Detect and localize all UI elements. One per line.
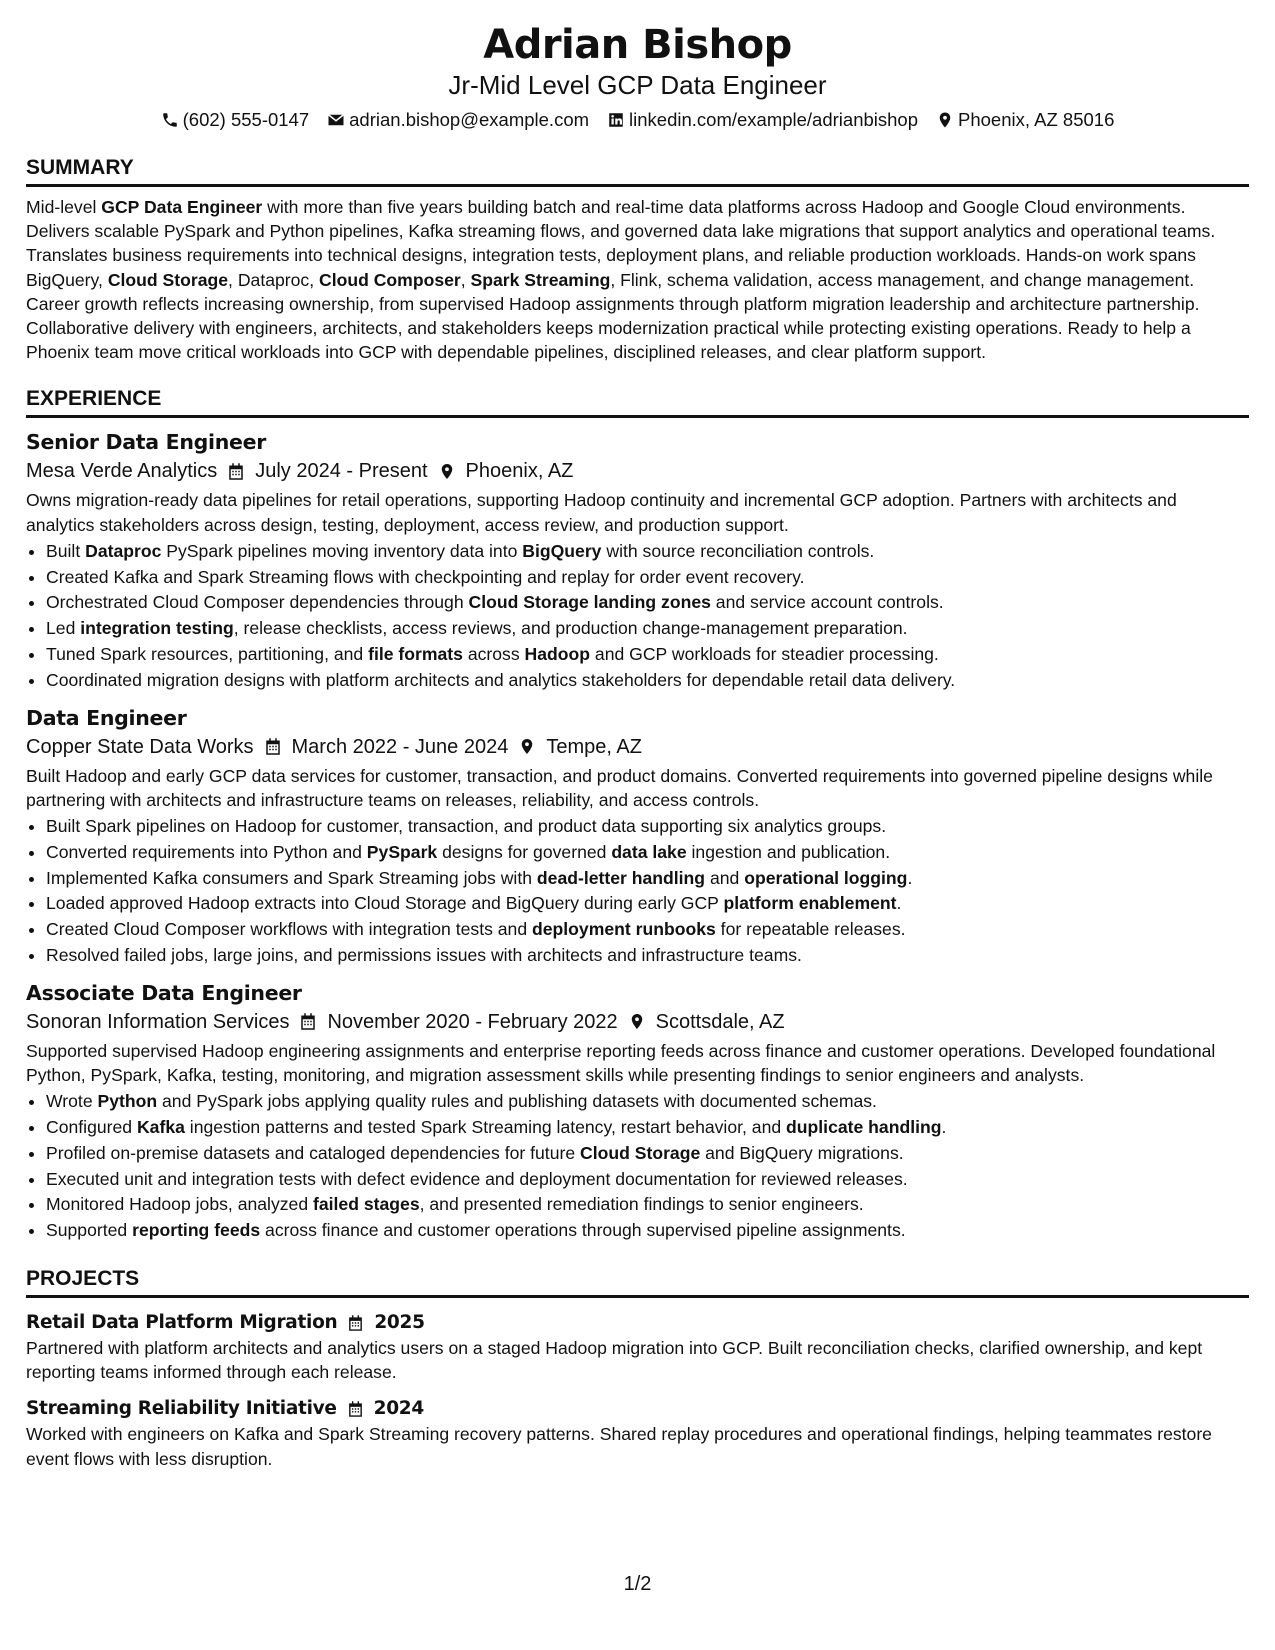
page-number: 1/2 [623, 1573, 652, 1595]
job-location-text: Scottsdale, AZ [655, 1010, 785, 1033]
map-pin-icon [936, 111, 954, 129]
job-company: Mesa Verde Analytics [26, 460, 218, 483]
job-dates [264, 732, 509, 762]
contact-location [936, 107, 1114, 133]
project-header [26, 1310, 1249, 1336]
job-entry [26, 428, 1249, 693]
bullet-item: • Created Kafka and Spark Streaming flows with checkpointing and replay for order event recovery. [46, 565, 1249, 591]
resume-header [26, 22, 1249, 133]
calendar-icon [347, 1314, 364, 1332]
job-bullets [26, 814, 1249, 969]
job-summary: Supported supervised Hadoop engineering assignments and enterprise reporting feeds across finance and customer operations. Developed foundational Python, PySpark, Kafka, testing, monitoring, and migration assessment skills while presenting findings to senior engineers and analysts. [26, 1040, 1216, 1085]
linkedin-link[interactable]: linkedin.com/example/adrianbishop [629, 109, 919, 130]
contact-phone [161, 107, 310, 133]
job-location-text: Tempe, AZ [546, 735, 642, 758]
job-dates-text: November 2020 - February 2022 [327, 1010, 618, 1033]
project-year: 2025 [374, 1311, 425, 1333]
bullet-item: • Executed unit and integration tests with defect evidence and deployment documentation for reviewed releases. [46, 1167, 1249, 1193]
bullet-item: • Coordinated migration designs with platform architects and analytics stakeholders for dependable retail data delivery. [46, 668, 1249, 694]
job-summary: Owns migration-ready data pipelines for retail operations, supporting Hadoop continuity and incremental GCP adoption. Partners with architects and analytics stakeholders across design, testing, deployment, access review, and production support. [26, 490, 1177, 535]
project-entry [26, 1310, 1249, 1384]
bullet-item: • Tuned Spark resources, partitioning, and file formats across Hadoop and GCP workloads for steadier processing. [46, 642, 1249, 668]
section-title-experience: EXPERIENCE [26, 386, 1249, 418]
job-dates-text: March 2022 - June 2024 [291, 735, 509, 758]
calendar-icon [347, 1400, 364, 1418]
bullet-item: • Configured Kafka ingestion patterns and tested Spark Streaming latency, restart behavior, and duplicate handling. [46, 1115, 1249, 1141]
project-year: 2024 [373, 1398, 424, 1420]
candidate-name: Adrian Bishop [483, 22, 792, 68]
linkedin-icon [607, 111, 625, 129]
bullet-item: • Built Dataproc PySpark pipelines moving inventory data into BigQuery with source reconciliation controls. [46, 539, 1249, 565]
email-link[interactable]: adrian.bishop@example.com [349, 109, 590, 130]
map-pin-icon [518, 737, 536, 756]
job-location [518, 732, 642, 762]
calendar-icon [264, 737, 282, 756]
job-bullets [26, 1089, 1249, 1244]
job-title: Associate Data Engineer [26, 980, 302, 1005]
location-text: Phoenix, AZ 85016 [958, 109, 1115, 130]
contact-row [26, 107, 1249, 133]
project-header [26, 1396, 1249, 1422]
job-company: Sonoran Information Services [26, 1010, 290, 1033]
bullet-item: • Profiled on-premise datasets and cataloged dependencies for future Cloud Storage and BigQuery migrations. [46, 1141, 1249, 1167]
bullet-item: • Converted requirements into Python and PySpark designs for governed data lake ingestion and publication. [46, 840, 1249, 866]
project-description: Partnered with platform architects and analytics users on a staged Hadoop migration into GCP. Built reconciliation checks, clarified ownership, and kept reporting teams informed through each release. [26, 1337, 1203, 1383]
bullet-item: • Loaded approved Hadoop extracts into Cloud Storage and BigQuery during early GCP platform enablement. [46, 891, 1249, 917]
job-dates [299, 1007, 617, 1037]
job-dates-text: July 2024 - Present [255, 460, 428, 483]
job-title: Data Engineer [26, 705, 187, 730]
contact-linkedin[interactable] [607, 107, 918, 133]
experience-section [26, 386, 1249, 1244]
candidate-role: Jr-Mid Level GCP Data Engineer [448, 70, 827, 100]
project-name: Streaming Reliability Initiative [26, 1398, 337, 1420]
bullet-item: • Led integration testing, release checklists, access reviews, and production change-management preparation. [46, 616, 1249, 642]
summary-text: Mid-level GCP Data Engineer with more than five years building batch and real-time data platforms across Hadoop and Google Cloud environments. Delivers scalable PySpark and Python pipelines, Kafka streaming flows, and governed data lake migrations that support analytics and operational teams. Translates business requirements into technical designs, integration tests, deployment plans, and reliable production workloads. Hands-on work spans BigQuery, Cloud Storage, Dataproc, Cloud Composer, Spark Streaming, Flink, schema validation, access management, and change management. Career growth reflects increasing ownership, from supervised Hadoop assignments through platform migration leadership and architecture partnership. Collaborative delivery with engineers, architects, and stakeholders keeps modernization practical while protecting existing operations. Ready to help a Phoenix team move critical workloads into GCP with dependable pipelines, disciplined releases, and clear platform support. [26, 197, 1216, 363]
bullet-item: • Resolved failed jobs, large joins, and permissions issues with architects and infrastructure teams. [46, 943, 1249, 969]
job-bullets [26, 539, 1249, 694]
map-pin-icon [628, 1012, 646, 1031]
calendar-icon [227, 462, 245, 481]
bullet-item: • Implemented Kafka consumers and Spark Streaming jobs with dead-letter handling and operational logging. [46, 866, 1249, 892]
phone-text: (602) 555-0147 [182, 109, 310, 130]
bullet-item: • Built Spark pipelines on Hadoop for customer, transaction, and product data supporting six analytics groups. [46, 814, 1249, 840]
phone-icon [161, 111, 179, 129]
bullet-item: • Created Cloud Composer workflows with integration tests and deployment runbooks for repeatable releases. [46, 917, 1249, 943]
project-description: Worked with engineers on Kafka and Spark Streaming recovery patterns. Shared replay procedures and operational findings, helping teammates restore event flows with less disruption. [26, 1424, 1212, 1469]
job-meta [26, 732, 1249, 762]
job-location [628, 1007, 785, 1037]
calendar-icon [299, 1012, 317, 1031]
bullet-item: • Orchestrated Cloud Composer dependencies through Cloud Storage landing zones and service account controls. [46, 590, 1249, 616]
section-title-projects: PROJECTS [26, 1266, 1249, 1298]
contact-email[interactable] [327, 107, 589, 133]
job-title: Senior Data Engineer [26, 430, 267, 455]
bullet-item: • Supported reporting feeds across finance and customer operations through supervised pipeline assignments. [46, 1218, 1249, 1244]
job-location-text: Phoenix, AZ [465, 460, 574, 483]
job-dates [227, 456, 427, 486]
job-entry [26, 979, 1249, 1244]
resume-page [26, 22, 1249, 1471]
bullet-item: • Wrote Python and PySpark jobs applying quality rules and publishing datasets with documented schemas. [46, 1089, 1249, 1115]
job-location [438, 456, 574, 486]
job-meta [26, 1007, 1249, 1037]
job-summary: Built Hadoop and early GCP data services for customer, transaction, and product domains. Converted requirements into governed pipeline designs while partnering with architects and infrastructure teams on releases, reliability, and access controls. [26, 765, 1213, 810]
job-entry [26, 704, 1249, 969]
envelope-icon [327, 111, 345, 129]
bullet-item: • Monitored Hadoop jobs, analyzed failed stages, and presented remediation findings to senior engineers. [46, 1192, 1249, 1218]
summary-section [26, 155, 1249, 364]
projects-section [26, 1266, 1249, 1471]
section-title-summary: SUMMARY [26, 155, 1249, 187]
project-name: Retail Data Platform Migration [26, 1311, 338, 1333]
map-pin-icon [438, 462, 456, 481]
job-company: Copper State Data Works [26, 735, 254, 758]
job-meta [26, 456, 1249, 486]
project-entry [26, 1396, 1249, 1470]
